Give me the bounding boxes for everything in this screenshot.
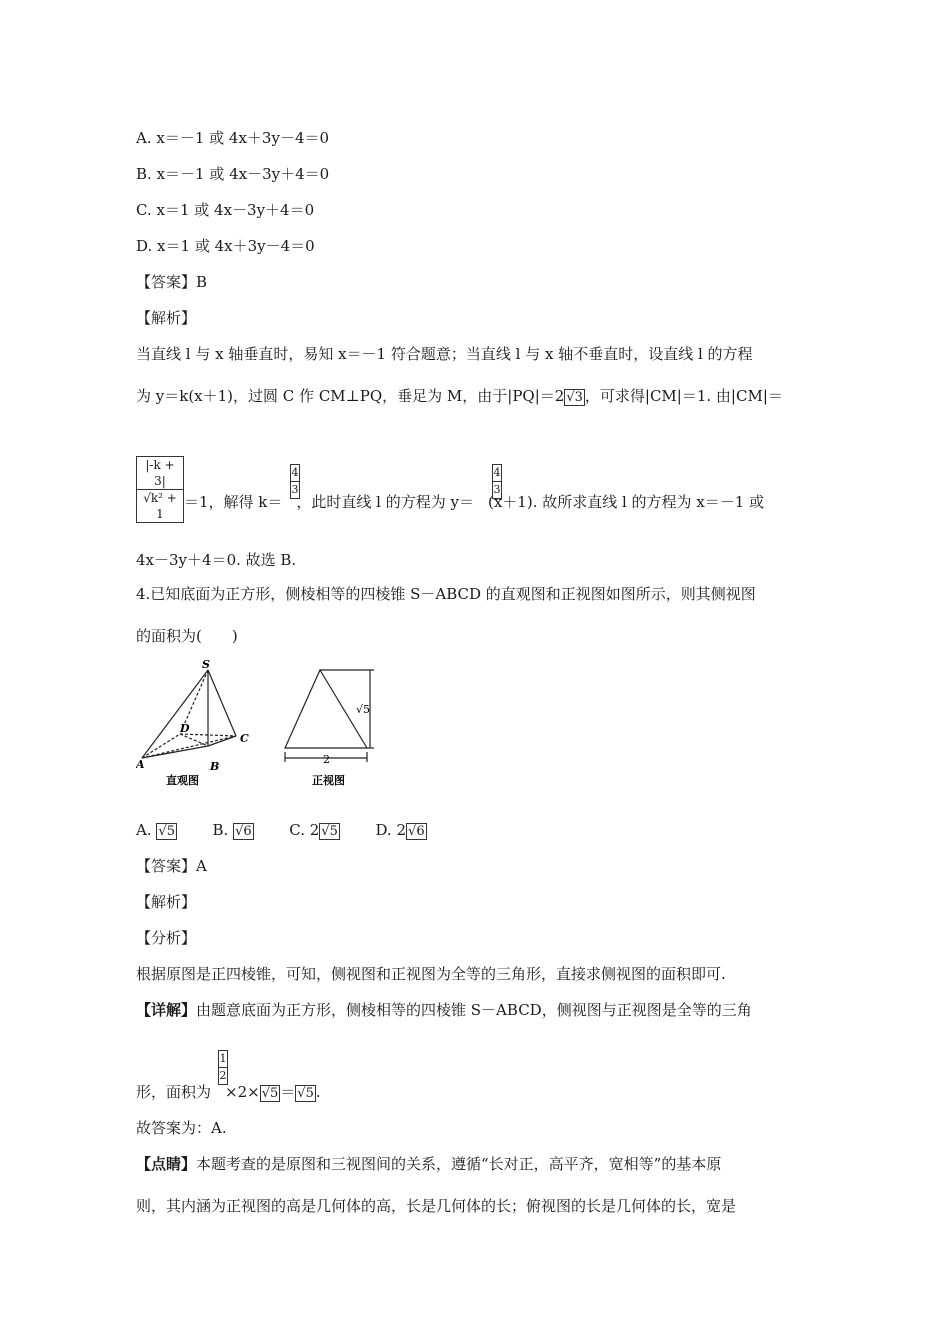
q4-answer: 【答案】A xyxy=(136,857,207,875)
q4-fenxi-label: 【分析】 xyxy=(136,929,197,947)
option-a: A. x＝－1 或 4x＋3y－4＝0 xyxy=(136,129,330,147)
right-figure-caption: 正视图 xyxy=(312,774,345,787)
q4-conclusion: 故答案为：A. xyxy=(136,1119,227,1137)
dimension-width: 2 xyxy=(323,753,330,766)
vertex-b-label: B xyxy=(210,760,220,773)
y-fraction: 4 3 xyxy=(492,464,502,499)
q4-fenxi: 根据原图是正四棱锥，可知，侧视图和正视图为全等的三角形，直接求侧视图的面积即可. xyxy=(136,965,726,983)
q3-paragraph-3: ＝1，解得 k＝ ，此时直线 l 的方程为 y＝ (x＋1). 故所求直线 l 的方程为 x＝－1 或 xyxy=(184,493,765,511)
q4-dianjing-1: 【点睛】本题考查的是原图和三视图间的关系，遵循“长对正，高平齐，宽相等”的基本原 xyxy=(136,1155,722,1173)
option-d: D. x＝1 或 4x＋3y－4＝0 xyxy=(136,237,315,255)
q4-stem-2: 的面积为( ) xyxy=(136,627,238,645)
q4-stem-1: 4.已知底面为正方形，侧棱相等的四棱锥 S－ABCD 的直观图和正视图如图所示，则其侧视图 xyxy=(136,585,756,603)
q3-paragraph-2: 为 y＝k(x＋1)，过圆 C 作 CM⊥PQ，垂足为 M，由于|PQ|＝2√ 3 ，可求得|CM|＝1. 由|CM|＝ xyxy=(136,386,783,406)
q4-option-b: B. √ 6 xyxy=(213,821,254,839)
q4-options xyxy=(136,820,427,840)
vertex-a-label: A xyxy=(136,758,145,771)
q4-analysis-label: 【解析】 xyxy=(136,893,197,911)
front-view-figure xyxy=(285,670,374,762)
q4-option-d: D. 2√ 6 xyxy=(375,821,426,839)
q3-paragraph-1: 当直线 l 与 x 轴垂直时，易知 x＝－1 符合题意；当直线 l 与 x 轴不垂直时，设直线 l 的方程 xyxy=(136,345,753,363)
vertex-d-label: D xyxy=(180,722,190,735)
pyramid-figure xyxy=(142,670,236,758)
left-figure-caption: 直观图 xyxy=(166,774,199,787)
q3-paragraph-4: 4x－3y＋4＝0. 故选 B. xyxy=(136,551,297,569)
half-fraction: 1 2 xyxy=(218,1050,228,1085)
fraction-cm xyxy=(136,456,184,523)
q3-analysis-label: 【解析】 xyxy=(136,309,197,327)
option-b: B. x＝－1 或 4x－3y＋4＝0 xyxy=(136,165,330,183)
q4-detail-2: 形，面积为 ×2×√ 5 ＝√ 5 . xyxy=(136,1082,321,1102)
vertex-c-label: C xyxy=(240,732,249,745)
k-fraction: 4 3 xyxy=(290,464,300,499)
vertex-s-label: S xyxy=(202,658,210,671)
fraction-numerator: |-k + 3| xyxy=(136,456,184,490)
q4-figure xyxy=(136,658,396,798)
q4-detail-1: 【详解】由题意底面为正方形，侧棱相等的四棱锥 S－ABCD，侧视图与正视图是全等的三角 xyxy=(136,1001,752,1019)
option-c: C. x＝1 或 4x－3y＋4＝0 xyxy=(136,201,315,219)
fraction-denominator: √ k² + 1 xyxy=(136,490,184,523)
q4-option-c: C. 2√ 5 xyxy=(289,821,340,839)
q4-option-a: A. √ 5 xyxy=(136,821,177,839)
dimension-height: √5 xyxy=(356,703,371,716)
q3-answer: 【答案】B xyxy=(136,273,208,291)
q4-dianjing-2: 则，其内涵为正视图的高是几何体的高，长是几何体的长；俯视图的长是几何体的长，宽是 xyxy=(136,1197,737,1215)
